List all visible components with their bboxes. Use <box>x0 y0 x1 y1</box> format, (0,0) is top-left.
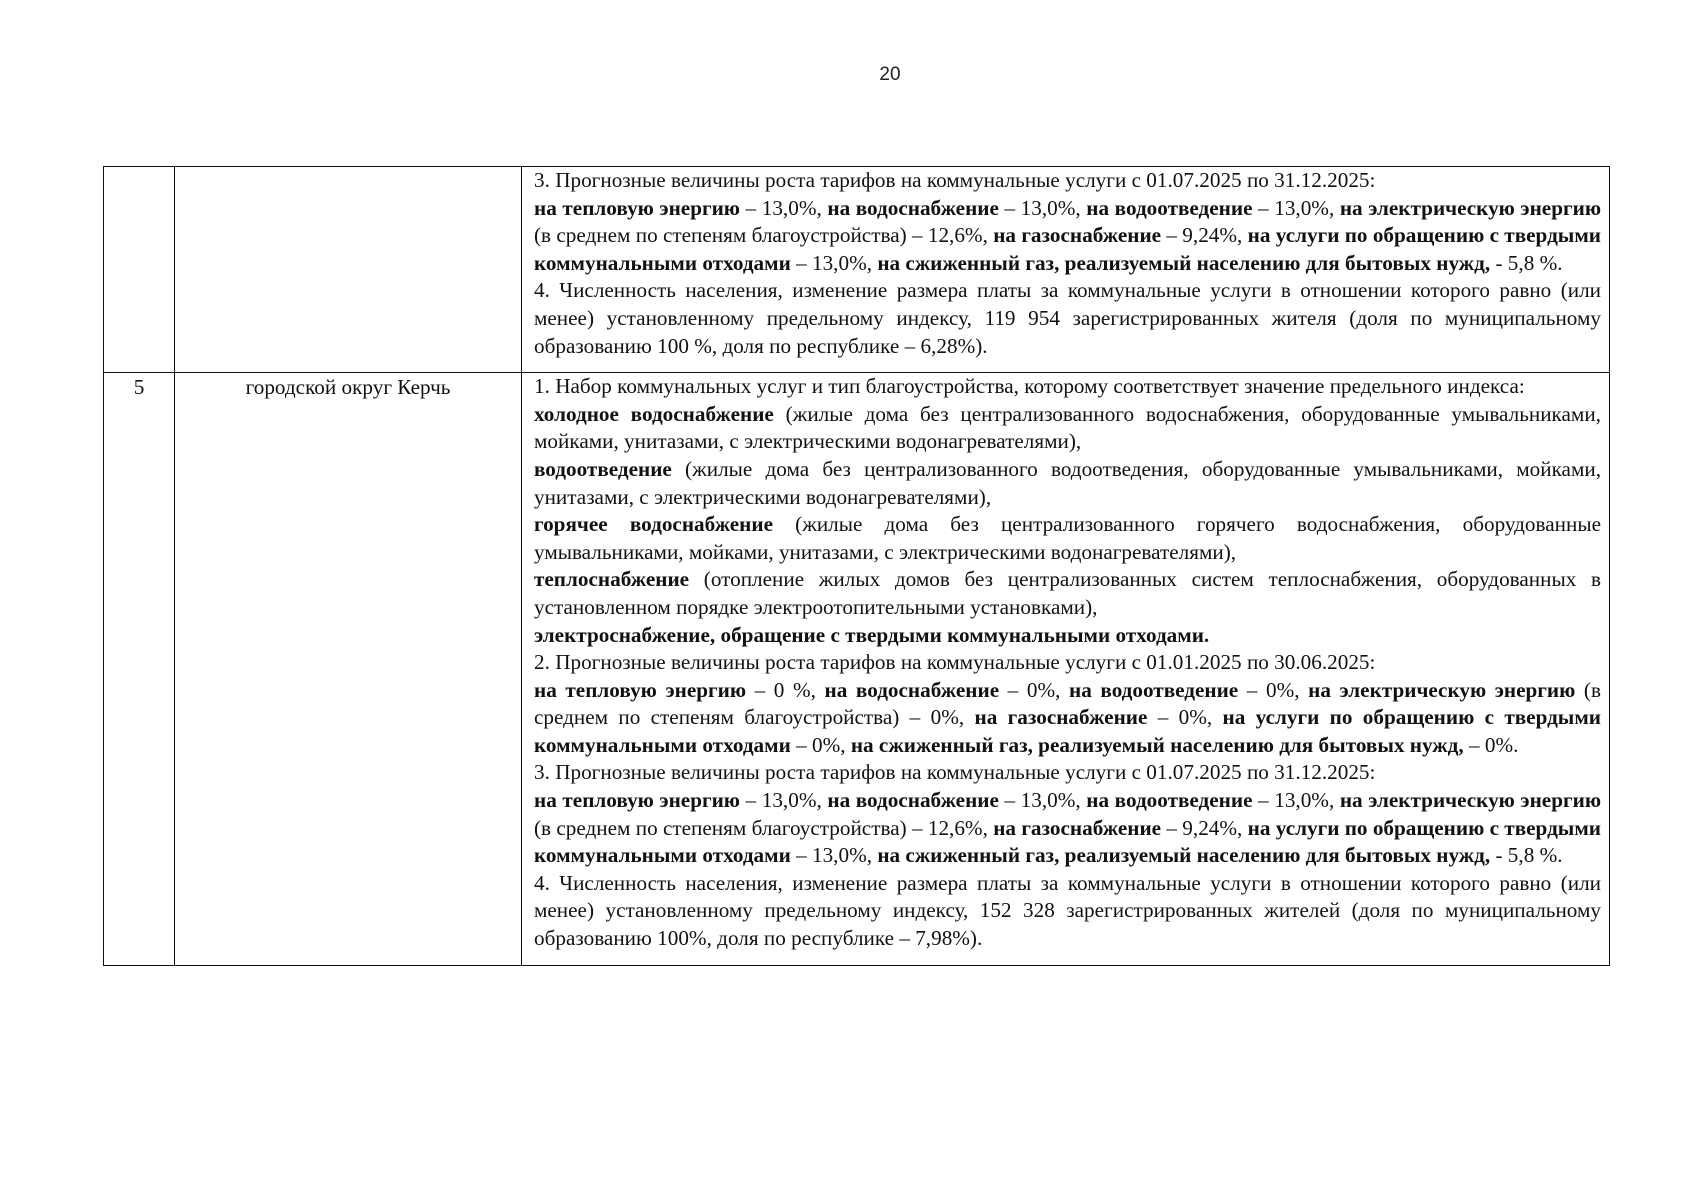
bold-text-segment: на водоотведение <box>1069 677 1239 702</box>
bold-text-segment: на водоотведение <box>1086 788 1253 813</box>
detail-paragraph <box>534 759 1601 787</box>
bold-text-segment: на газоснабжение <box>974 705 1148 730</box>
bold-text-segment: электроснабжение, обращение с твердыми коммунальными отходами. <box>534 622 1210 647</box>
bold-text-segment: на электрическую энергию <box>1308 677 1576 702</box>
text-segment: – 13,0%, <box>740 195 828 220</box>
detail-paragraph <box>534 870 1601 953</box>
detail-paragraph <box>534 373 1601 401</box>
text-segment: – 0 %, <box>746 677 825 702</box>
bold-text-segment: на водоснабжение <box>827 195 999 220</box>
text-segment: 4. Численность населения, изменение размера платы за коммунальные услуги в отношении которого равно (или менее) установленному предельному индексу, 152 328 зарегистрированных жителей (доля по муниципальному образованию 100%, доля по республике – 7,98%). <box>534 870 1601 951</box>
text-segment: (в среднем по степеням благоустройства) – 0%, <box>534 677 1601 730</box>
text-segment: (жилые дома без централизованного водоотведения, оборудованные умывальниками, мойками, унитазами, с электрическими водонагревателями), <box>534 456 1601 509</box>
bold-text-segment: на сжиженный газ, реализуемый населению для бытовых нужд, <box>850 732 1464 757</box>
text-segment: – 13,0%, <box>998 195 1087 220</box>
detail-paragraph <box>534 649 1601 677</box>
bold-text-segment: на тепловую энергию <box>534 788 740 813</box>
bold-text-segment: на сжиженный газ, реализуемый населению для бытовых нужд, <box>877 250 1491 275</box>
bold-text-segment: горячее водоснабжение <box>534 512 773 537</box>
text-segment: (жилые дома без централизованного горячего водоснабжения, оборудованные умывальниками, мойками, унитазами, с электрическими водонагревателями), <box>534 512 1601 564</box>
text-segment: – 13,0%, <box>740 788 828 813</box>
tariff-details-cell <box>522 167 1610 373</box>
text-segment: – 9,24%, <box>1161 223 1248 248</box>
text-segment: – 13,0%, <box>790 250 878 275</box>
text-segment: – 13,0%, <box>1252 788 1340 813</box>
page-number: 20 <box>879 64 901 85</box>
text-segment: 1. Набор коммунальных услуг и тип благоустройства, которому соответствует значение предельного индекса: <box>534 374 1525 399</box>
text-segment: - 5,8 %. <box>1490 250 1563 275</box>
text-segment: 2. Прогнозные величины роста тарифов на коммунальные услуги с 01.01.2025 по 30.06.2025: <box>534 650 1376 675</box>
text-segment: – 9,24%, <box>1161 815 1248 840</box>
text-segment: – 13,0%, <box>1252 195 1340 220</box>
bold-text-segment: на электрическую энергию <box>1339 788 1602 813</box>
bold-text-segment: холодное водоснабжение <box>534 401 774 426</box>
detail-paragraph <box>534 456 1601 511</box>
bold-text-segment: водоотведение <box>534 456 672 481</box>
text-segment: (отопление жилых домов без централизованных систем теплоснабжения, оборудованных в установленном порядке электроотопительными установками), <box>534 567 1601 619</box>
detail-paragraph <box>534 401 1601 456</box>
text-segment: - 5,8 %. <box>1490 843 1563 868</box>
text-segment: (жилые дома без централизованного водоснабжения, оборудованные умывальниками, мойками, унитазами, с электрическими водонагревателями), <box>534 401 1601 454</box>
detail-paragraph <box>534 167 1601 195</box>
text-segment: – 0%, <box>1147 705 1223 730</box>
bold-text-segment: на сжиженный газ, реализуемый населению для бытовых нужд, <box>877 843 1491 868</box>
bold-text-segment: на газоснабжение <box>993 223 1162 248</box>
row-number-cell: 5 <box>104 373 175 965</box>
bold-text-segment: на услуги по обращению с твердыми коммунальными отходами <box>534 705 1601 757</box>
municipal-tariff-table <box>103 166 1610 966</box>
text-segment: 3. Прогнозные величины роста тарифов на коммунальные услуги с 01.07.2025 по 31.12.2025: <box>534 760 1376 785</box>
detail-paragraph <box>534 622 1601 650</box>
detail-paragraph <box>534 195 1601 278</box>
text-segment: – 13,0%, <box>998 788 1087 813</box>
bold-text-segment: на газоснабжение <box>993 815 1162 840</box>
bold-text-segment: на тепловую энергию <box>534 677 747 702</box>
bold-text-segment: на водоснабжение <box>827 788 999 813</box>
bold-text-segment: на водоотведение <box>1086 195 1253 220</box>
bold-text-segment: теплоснабжение <box>534 567 690 592</box>
text-segment: – 13,0%, <box>790 843 878 868</box>
bold-text-segment: на электрическую энергию <box>1339 195 1602 220</box>
bold-text-segment: на услуги по обращению с твердыми коммунальными отходами <box>534 815 1601 868</box>
detail-paragraph <box>534 677 1601 760</box>
detail-paragraph <box>534 511 1601 566</box>
bold-text-segment: на водоснабжение <box>824 677 1000 702</box>
bold-text-segment: на услуги по обращению с твердыми коммунальными отходами <box>534 223 1601 275</box>
text-segment: (в среднем по степеням благоустройства) – 12,6%, <box>534 815 994 840</box>
text-segment: – 0%, <box>1238 677 1309 702</box>
municipality-name-cell: городской округ Керчь <box>175 373 522 965</box>
detail-paragraph <box>534 277 1601 360</box>
text-segment: – 0%, <box>999 677 1069 702</box>
row-number-cell <box>104 167 175 373</box>
text-segment: (в среднем по степеням благоустройства) – 12,6%, <box>534 223 994 248</box>
tariff-details-cell <box>522 373 1610 965</box>
table-row <box>104 373 1610 965</box>
table-row <box>104 167 1610 373</box>
detail-paragraph <box>534 787 1601 870</box>
text-segment: 3. Прогнозные величины роста тарифов на коммунальные услуги с 01.07.2025 по 31.12.2025: <box>534 168 1376 192</box>
detail-paragraph <box>534 566 1601 621</box>
municipality-name-cell <box>175 167 522 373</box>
text-segment: 4. Численность населения, изменение размера платы за коммунальные услуги в отношении которого равно (или менее) установленному предельному индексу, 119 954 зарегистрированных жителя (доля по муниципальному образованию 100 %, доля по республике – 6,28%). <box>534 278 1601 358</box>
text-segment: – 0%. <box>1463 732 1519 757</box>
text-segment: – 0%, <box>790 732 851 757</box>
bold-text-segment: на тепловую энергию <box>534 195 740 220</box>
